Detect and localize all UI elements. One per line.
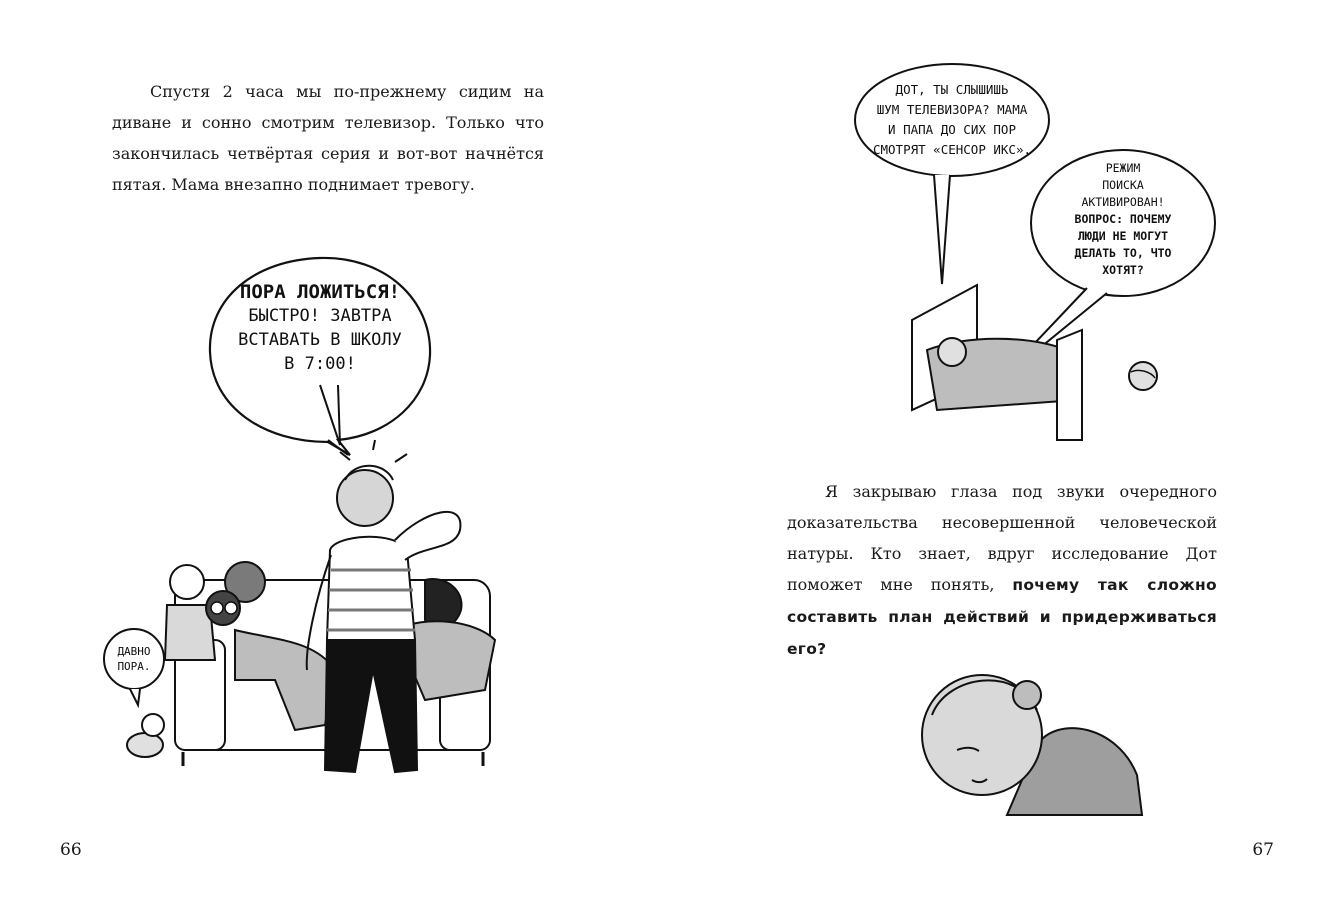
dot-bubble-line5: ЛЮДИ НЕ МОГУТ bbox=[1077, 229, 1168, 243]
bed-illustration bbox=[907, 280, 1157, 450]
right-paragraph bbox=[787, 476, 1217, 665]
dog-bubble-line1: ДАВНО bbox=[117, 645, 151, 658]
boy-bubble-line4: СМОТРЯТ «СЕНСОР ИКС». bbox=[872, 142, 1032, 157]
dot-bubble-line2: ПОИСКА bbox=[1102, 178, 1144, 192]
dot-bubble-line7: ХОТЯТ? bbox=[1102, 263, 1144, 277]
left-paragraph-text: Спустя 2 часа мы по-прежнему сидим на диване и сонно смотрим телевизор. Только что закончилась четвёртая серия и вот-вот начнётся пятая. Мама внезапно поднимает тревогу. bbox=[112, 82, 544, 194]
boy-bubble-line3: И ПАПА ДО СИХ ПОР bbox=[888, 122, 1016, 137]
mom-bubble-line3: ВСТАВАТЬ В ШКОЛУ bbox=[238, 330, 402, 350]
dog-bubble-text bbox=[104, 644, 164, 674]
left-paragraph bbox=[112, 76, 544, 200]
right-page bbox=[667, 0, 1334, 900]
dot-bubble-line1: РЕЖИМ bbox=[1105, 161, 1141, 175]
dog-bubble-line2: ПОРА. bbox=[117, 660, 151, 673]
mom-bubble-text bbox=[215, 280, 425, 376]
dot-bubble-line4: ВОПРОС: ПОЧЕМУ bbox=[1074, 212, 1172, 226]
mom-bubble-line1: ПОРА ЛОЖИТЬСЯ! bbox=[239, 281, 401, 303]
page-number-right: 67 bbox=[1252, 840, 1274, 860]
mom-bubble-line2: БЫСТРО! ЗАВТРА bbox=[248, 306, 392, 326]
page-number-left: 66 bbox=[60, 840, 82, 860]
family-on-sofa-illustration bbox=[95, 440, 535, 810]
dot-bubble-text bbox=[1035, 160, 1211, 279]
mom-bubble-line4: В 7:00! bbox=[284, 354, 356, 374]
boy-bubble-line2: ШУМ ТЕЛЕВИЗОРА? МАМА bbox=[876, 102, 1028, 117]
right-paragraph-body bbox=[787, 476, 1217, 665]
dot-bubble-line6: ДЕЛАТЬ ТО, ЧТО bbox=[1074, 246, 1172, 260]
right-paragraph-bold: почему так сложно составить план действий и придерживаться его? bbox=[787, 576, 1217, 658]
right-paragraph-plain: Я закрываю глаза под звуки очередного доказательства несовершенной человеческой натуры. Кто знает, вдруг исследование Дот поможет мне понять, bbox=[787, 482, 1217, 594]
sleeping-boy-illustration bbox=[887, 655, 1147, 820]
dot-bubble-line3: АКТИВИРОВАН! bbox=[1081, 195, 1165, 209]
boy-bubble-line1: ДОТ, ТЫ СЛЫШИШЬ bbox=[895, 82, 1009, 97]
boy-bubble-text bbox=[855, 80, 1049, 160]
